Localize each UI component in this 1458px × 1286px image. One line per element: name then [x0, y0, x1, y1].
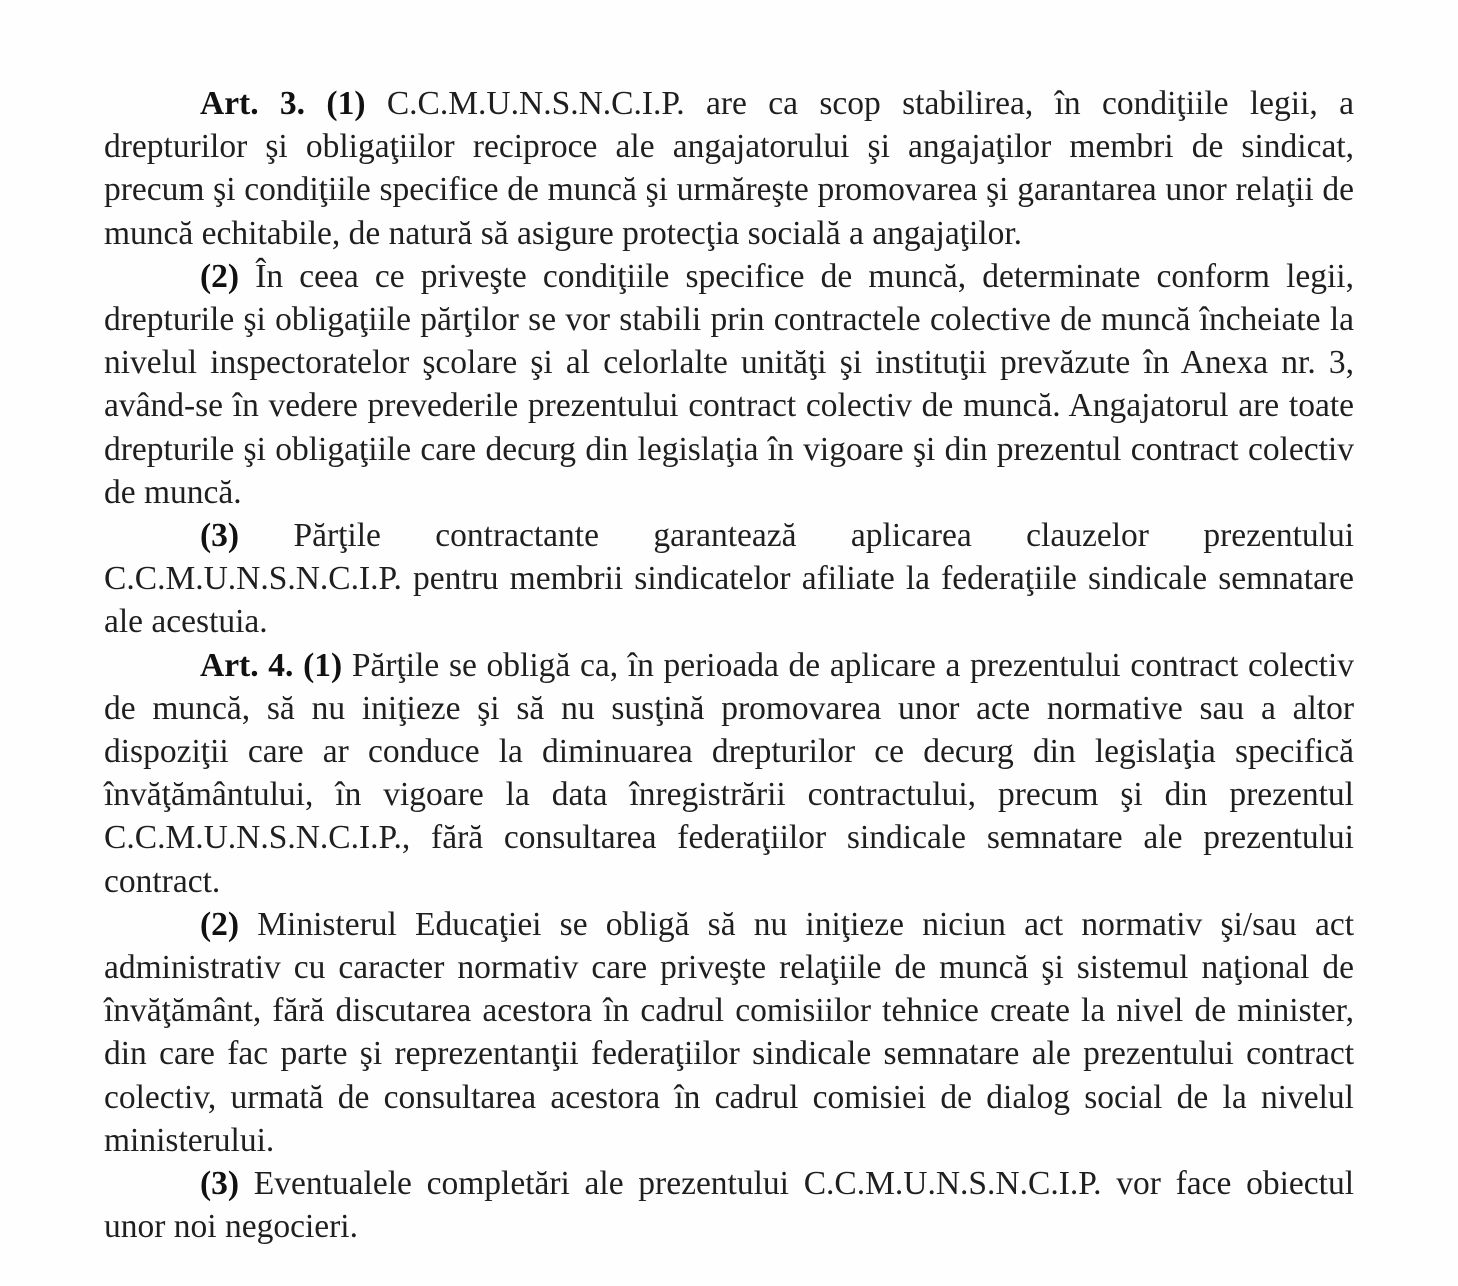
paragraph-text: Părţile contractante garantează aplicarea clauzelor prezentului C.C.M.U.N.S.N.C.I.P. pentru membrii sindicatelor afiliate la federaţiile sindicale semnatare ale acestuia.	[104, 517, 1354, 641]
article-4-paragraph-1	[104, 644, 1354, 903]
document-body	[104, 82, 1354, 1248]
paragraph-marker: (3)	[200, 1165, 240, 1203]
article-3-paragraph-1	[104, 82, 1354, 255]
article-marker: Art. 4. (1)	[200, 646, 343, 684]
paragraph-text: C.C.M.U.N.S.N.C.I.P. are ca scop stabilirea, în condiţiile legii, a drepturilor şi obligaţiilor reciproce ale angajatorului şi angajaţilor membri de sindicat, precum şi condiţiile specifice de muncă şi urmăreşte promovarea şi garantarea unor relaţii de muncă echitabile, de natură să asigure protecţia socială a angajaţilor.	[104, 85, 1355, 252]
article-4-paragraph-3	[104, 1162, 1354, 1248]
paragraph-text: Părţile se obligă ca, în perioada de aplicare a prezentului contract colectiv de muncă, să nu iniţieze şi să nu susţină promovarea unor acte normative sau a altor dispoziţii care ar conduce la diminuarea drepturilor ce decurg din legislaţia specifică învăţământului, în vigoare la data înregistrării contractului, precum şi din prezentul C.C.M.U.N.S.N.C.I.P., fără consultarea federaţiilor sindicale semnatare ale prezentului contract.	[104, 646, 1355, 900]
paragraph-marker: (3)	[200, 517, 240, 555]
paragraph-text: În ceea ce priveşte condiţiile specifice de muncă, determinate conform legii, drepturile şi obligaţiile părţilor se vor stabili prin contractele colective de muncă încheiate la nivelul inspectoratelor şcolare şi al celorlalte unităţi şi instituţii prevăzute în Anexa nr. 3, având-se în vedere prevederile prezentului contract colectiv de muncă. Angajatorul are toate drepturile şi obligaţiile care decurg din legislaţia în vigoare şi din prezentul contract colectiv de muncă.	[104, 257, 1354, 511]
article-3-paragraph-3	[104, 514, 1354, 644]
paragraph-text: Eventualele completări ale prezentului C.C.M.U.N.S.N.C.I.P. vor face obiectul unor noi negocieri.	[104, 1165, 1354, 1246]
article-4-paragraph-2	[104, 903, 1354, 1162]
article-marker: Art. 3. (1)	[200, 85, 366, 122]
paragraph-marker: (2)	[200, 905, 240, 943]
cut-off-next-line	[104, 1274, 1354, 1286]
paragraph-text: Ministerul Educaţiei se obligă să nu iniţieze niciun act normativ şi/sau act administrativ cu caracter normativ care priveşte relaţiile de muncă şi sistemul naţional de învăţământ, fără discutarea acestora în cadrul comisiilor tehnice create la nivel de minister, din care fac parte şi reprezentanţii federaţiilor sindicale semnatare ale prezentului contract colectiv, urmată de consultarea acestora în cadrul comisiei de dialog social de la nivelul ministerului.	[104, 905, 1354, 1159]
paragraph-marker: (2)	[200, 257, 240, 295]
article-3-paragraph-2	[104, 255, 1354, 514]
